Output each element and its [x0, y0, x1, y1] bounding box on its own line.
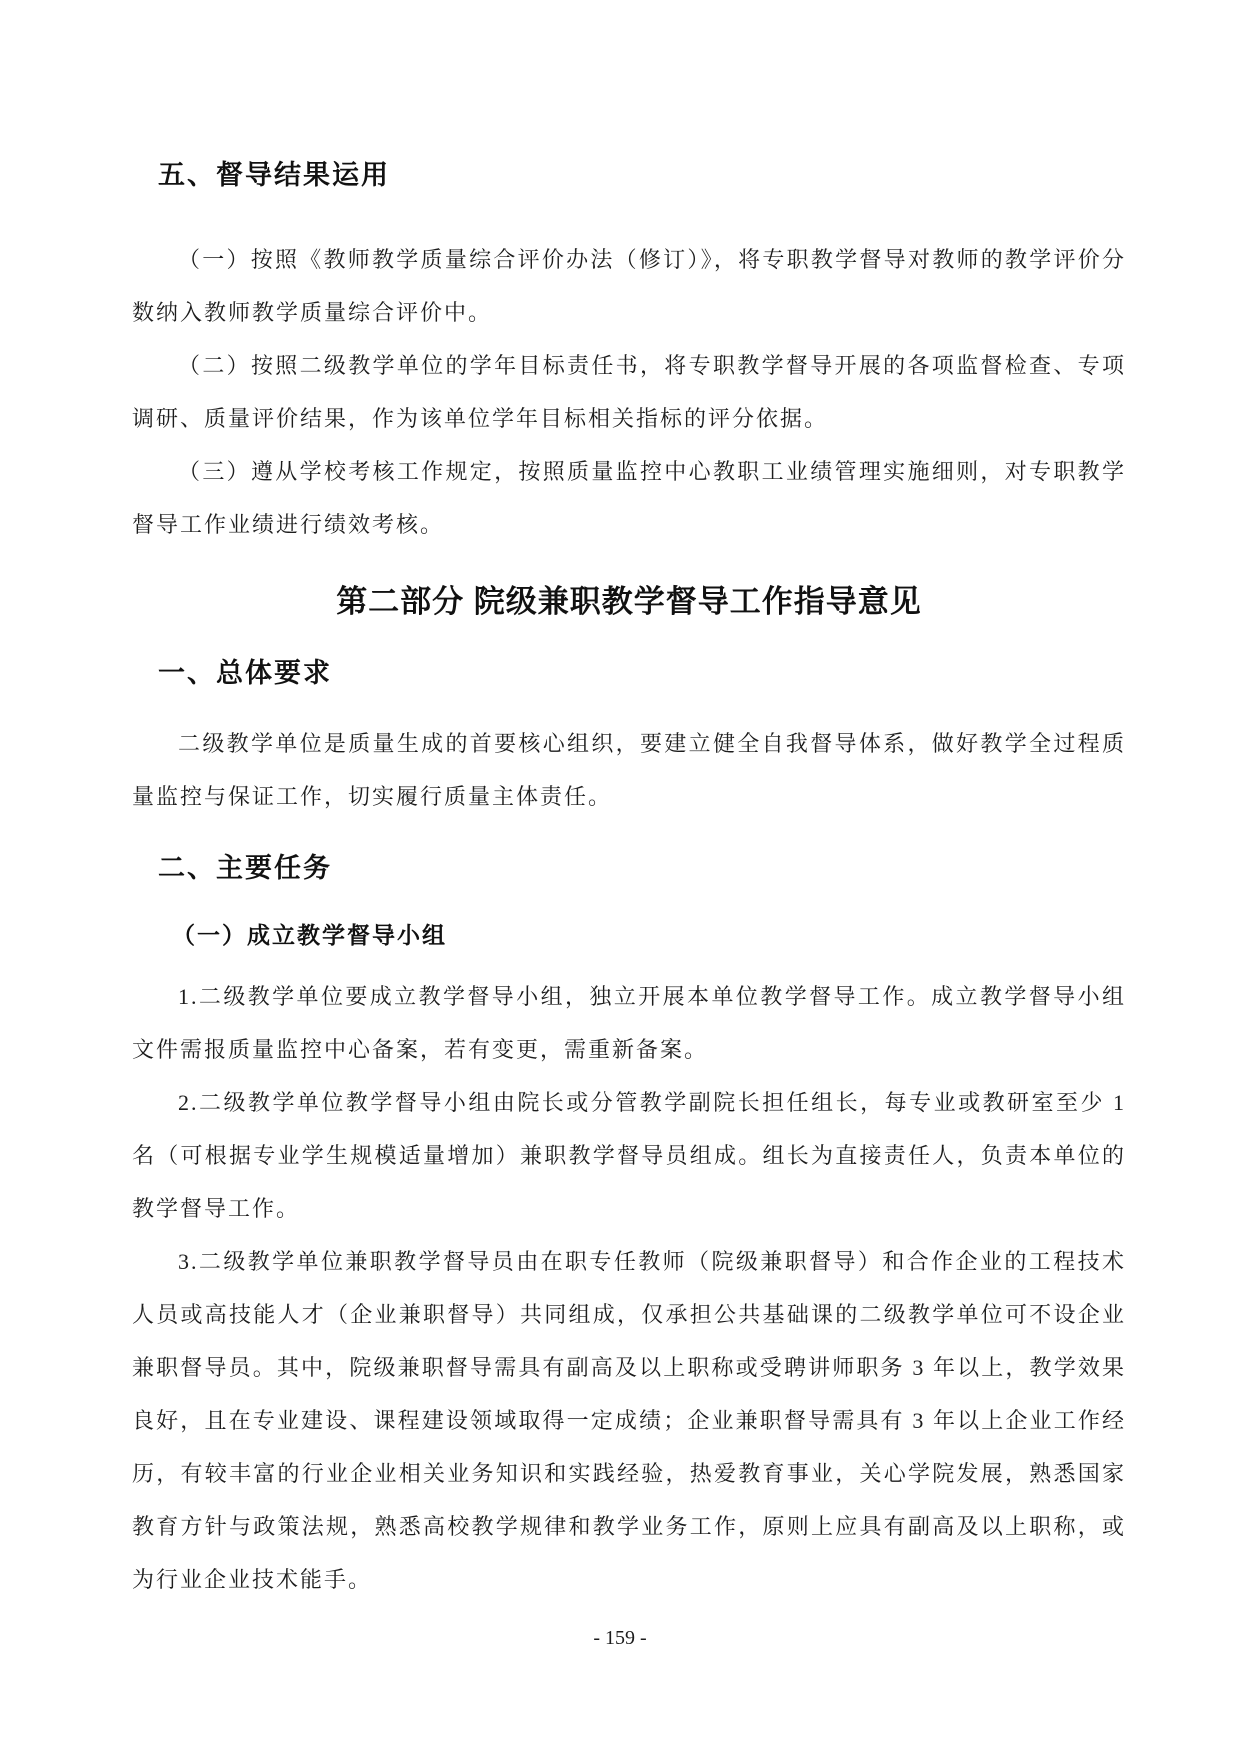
paragraph-results-item-1: （一）按照《教师教学质量综合评价办法（修订）》，将专职教学督导对教师的教学评价分数纳入教师教学质量综合评价中。	[132, 247, 1126, 325]
paragraph-task-1: 1.二级教学单位要成立教学督导小组，独立开展本单位教学督导工作。成立教学督导小组文件需报质量监控中心备案，若有变更，需重新备案。	[132, 984, 1126, 1062]
paragraph-overall-requirements: 二级教学单位是质量生成的首要核心组织，要建立健全自我督导体系，做好教学全过程质量监控与保证工作，切实履行质量主体责任。	[132, 731, 1126, 809]
section-heading-main-tasks: 二、主要任务	[158, 853, 332, 883]
section-heading-overall-requirements: 一、总体要求	[158, 658, 332, 688]
paragraph-task-3: 3.二级教学单位兼职教学督导员由在职专任教师（院级兼职督导）和合作企业的工程技术人员或高技能人才（企业兼职督导）共同组成，仅承担公共基础课的二级教学单位可不设企业兼职督导员。其中，院级兼职督导需具有副高及以上职称或受聘讲师职务 3 年以上，教学效果良好，且在专业建设、课程建设领域取得一定成绩；企业兼职督导需具有 3 年以上企业工作经历，有较丰富的行业企业相关业务知识和实践经验，热爱教育事业，关心学院发展，熟悉国家教育方针与政策法规，熟悉高校教学规律和教学业务工作，原则上应具有副高及以上职称，或为行业企业技术能手。	[132, 1249, 1126, 1592]
paragraph-task-2: 2.二级教学单位教学督导小组由院长或分管教学副院长担任组长，每专业或教研室至少 1 名（可根据专业学生规模适量增加）兼职教学督导员组成。组长为直接责任人，负责本单位的教学督导工作。	[132, 1090, 1126, 1221]
page-number: - 159 -	[593, 1627, 647, 1649]
subsection-heading-setup-supervision-group: （一）成立教学督导小组	[172, 923, 447, 948]
paragraph-results-item-3: （三）遵从学校考核工作规定，按照质量监控中心教职工业绩管理实施细则，对专职教学督导工作业绩进行绩效考核。	[132, 459, 1126, 537]
document-content	[132, 145, 1126, 1606]
paragraph-results-item-2: （二）按照二级教学单位的学年目标责任书，将专职教学督导开展的各项监督检查、专项调研、质量评价结果，作为该单位学年目标相关指标的评分依据。	[132, 353, 1126, 431]
section-heading-supervision-results-use: 五、督导结果运用	[158, 160, 390, 190]
part-title-second-part: 第二部分 院级兼职教学督导工作指导意见	[336, 584, 922, 619]
